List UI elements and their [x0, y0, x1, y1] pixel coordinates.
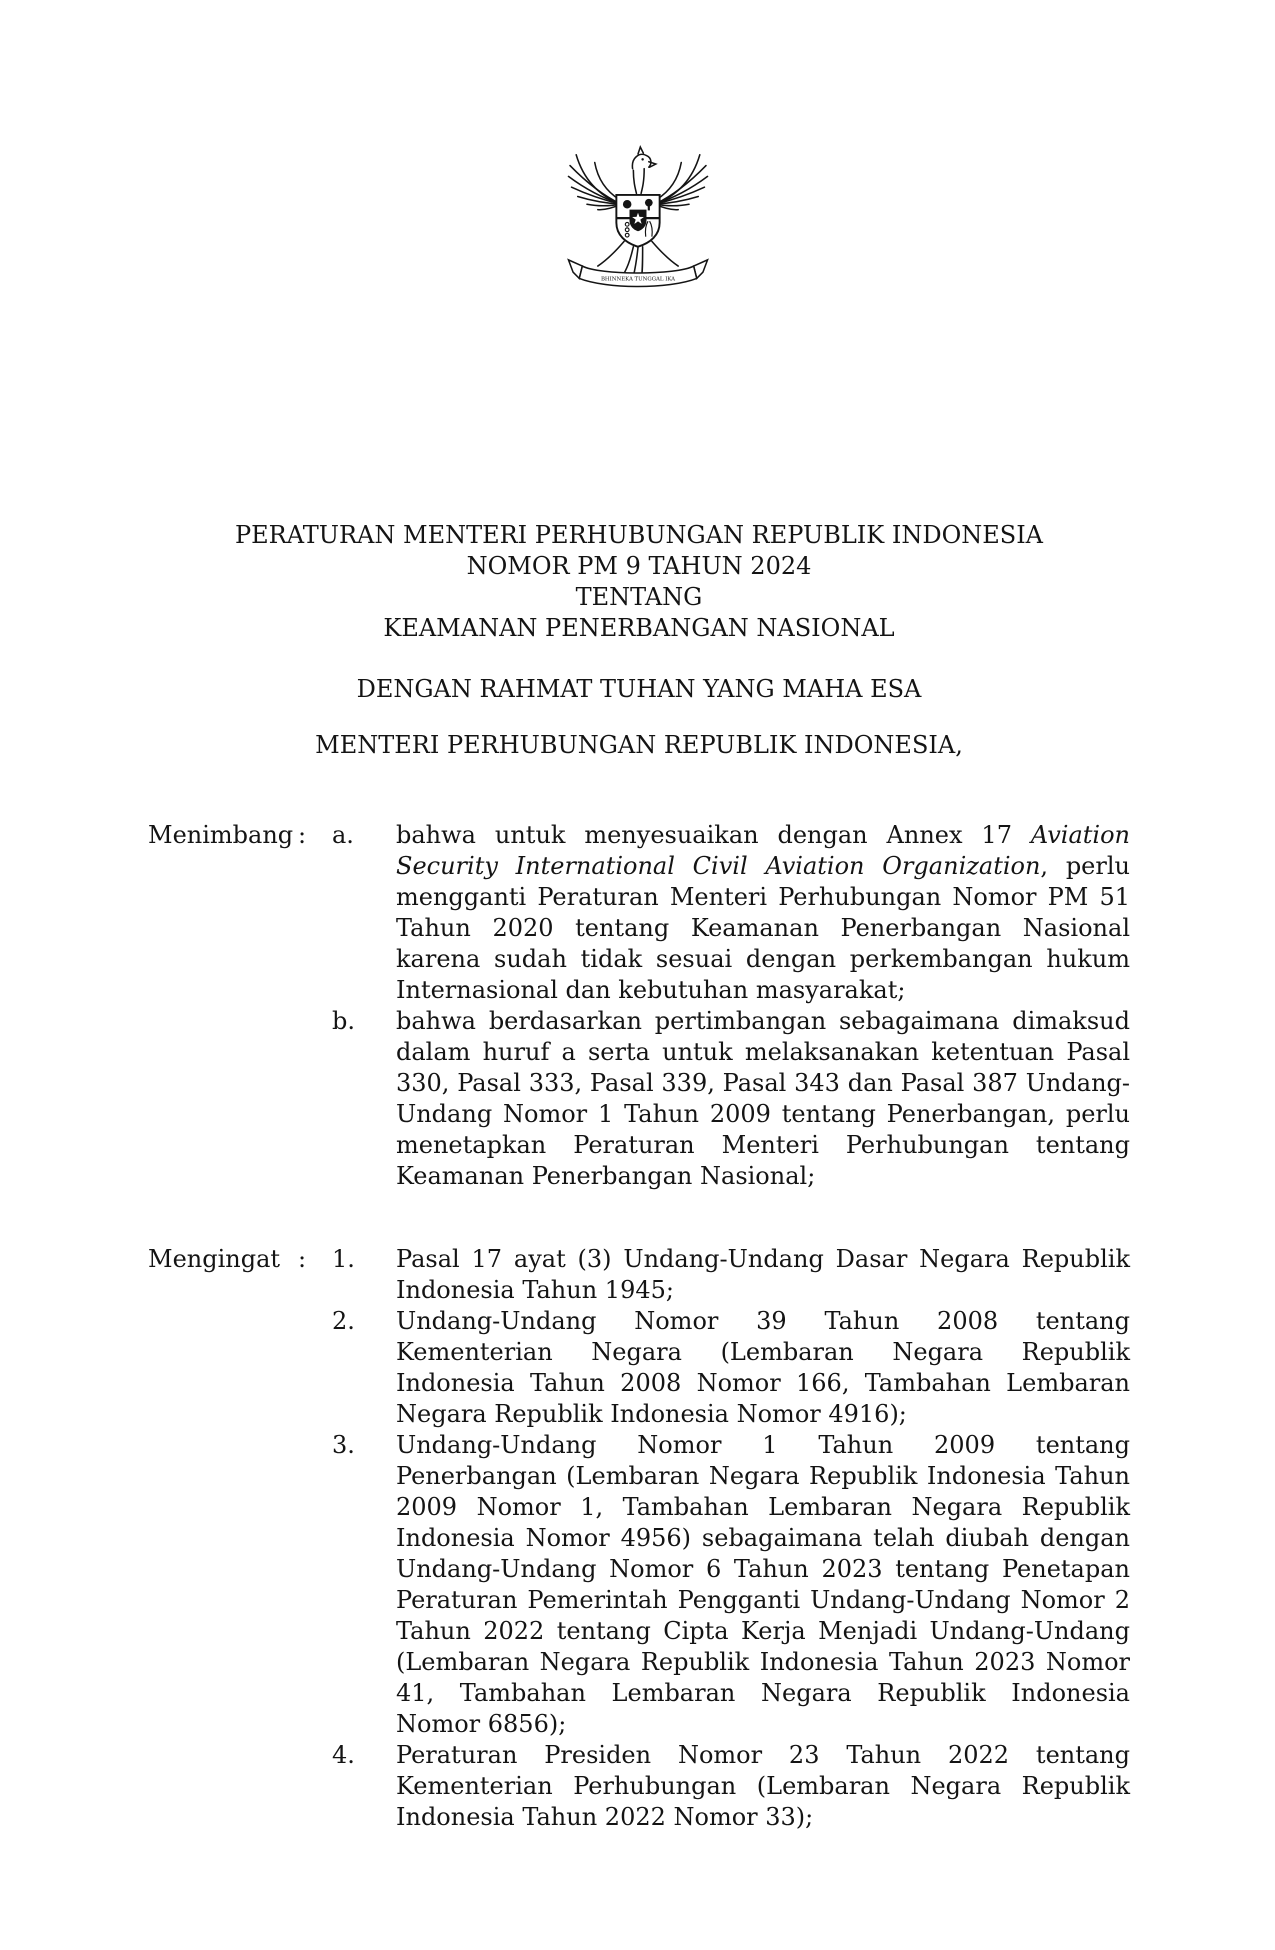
regulation-subject-line: KEAMANAN PENERBANGAN NASIONAL — [383, 614, 895, 642]
recalling-colon: : — [298, 1245, 307, 1273]
considering-section — [148, 820, 1130, 1192]
considering-colon: : — [298, 821, 307, 849]
regulation-about-line: TENTANG — [575, 583, 703, 611]
considering-items — [332, 820, 1130, 1192]
garuda-pancasila-emblem — [553, 136, 723, 295]
item-text: bahwa untuk menyesuaikan dengan Annex 17 Aviation Security International Civil Aviation Organization, perlu mengganti Peraturan Menteri Perhubungan Nomor PM 51 Tahun 2020 tentang Keamanan Penerbangan Nasional karena sudah tidak sesuai dengan perkembangan hukum Internasional dan kebutuhan masyarakat; — [396, 821, 1130, 1004]
regulation-title-line: PERATURAN MENTERI PERHUBUNGAN REPUBLIK INDONESIA — [234, 521, 1044, 549]
item-marker: 1. — [332, 1245, 355, 1273]
item-text: Pasal 17 ayat (3) Undang-Undang Dasar Negara Republik Indonesia Tahun 1945; — [396, 1245, 1130, 1304]
item-marker: b. — [332, 1007, 355, 1035]
emblem-motto: BHINNEKA TUNGGAL IKA — [600, 276, 675, 283]
recalling-section — [148, 1244, 1130, 1833]
item-text: Undang-Undang Nomor 1 Tahun 2009 tentang Penerbangan (Lembaran Negara Republik Indonesia Tahun 2009 Nomor 1, Tambahan Lembaran Negara Republik Indonesia Nomor 4956) sebagaimana telah diubah dengan Undang-Undang Nomor 6 Tahun 2023 tentang Penetapan Peraturan Pemerintah Pengganti Undang-Undang Nomor 2 Tahun 2022 tentang Cipta Kerja Menjadi Undang-Undang (Lembaran Negara Republik Indonesia Tahun 2023 Nomor 41, Tambahan Lembaran Negara Republik Indonesia Nomor 6856); — [396, 1431, 1130, 1738]
item-text: Peraturan Presiden Nomor 23 Tahun 2022 tentang Kementerian Perhubungan (Lembaran Negara Republik Indonesia Tahun 2022 Nomor 33); — [396, 1741, 1130, 1831]
item-marker: a. — [332, 821, 354, 849]
recalling-items — [332, 1244, 1130, 1833]
regulation-number-line: NOMOR PM 9 TAHUN 2024 — [466, 552, 812, 580]
item-marker: 2. — [332, 1307, 355, 1335]
invocation-line: DENGAN RAHMAT TUHAN YANG MAHA ESA — [356, 675, 922, 703]
title-block — [148, 520, 1130, 644]
item-text: bahwa berdasarkan pertimbangan sebagaimana dimaksud dalam huruf a serta untuk melaksanakan ketentuan Pasal 330, Pasal 333, Pasal 339, Pasal 343 dan Pasal 387 Undang-Undang Nomor 1 Tahun 2009 tentang Penerbangan, perlu menetapkan Peraturan Menteri Perhubungan tentang Keamanan Penerbangan Nasional; — [396, 1007, 1130, 1190]
recalling-label: Mengingat — [148, 1245, 281, 1273]
considering-label: Menimbang — [148, 821, 294, 849]
garuda-pancasila-icon — [553, 136, 723, 291]
item-text: Undang-Undang Nomor 39 Tahun 2008 tentang Kementerian Negara (Lembaran Negara Republik Indonesia Tahun 2008 Nomor 166, Tambahan Lembaran Negara Republik Indonesia Nomor 4916); — [396, 1307, 1130, 1428]
authority-line: MENTERI PERHUBUNGAN REPUBLIK INDONESIA, — [315, 731, 963, 759]
item-marker: 4. — [332, 1741, 355, 1769]
item-marker: 3. — [332, 1431, 355, 1459]
